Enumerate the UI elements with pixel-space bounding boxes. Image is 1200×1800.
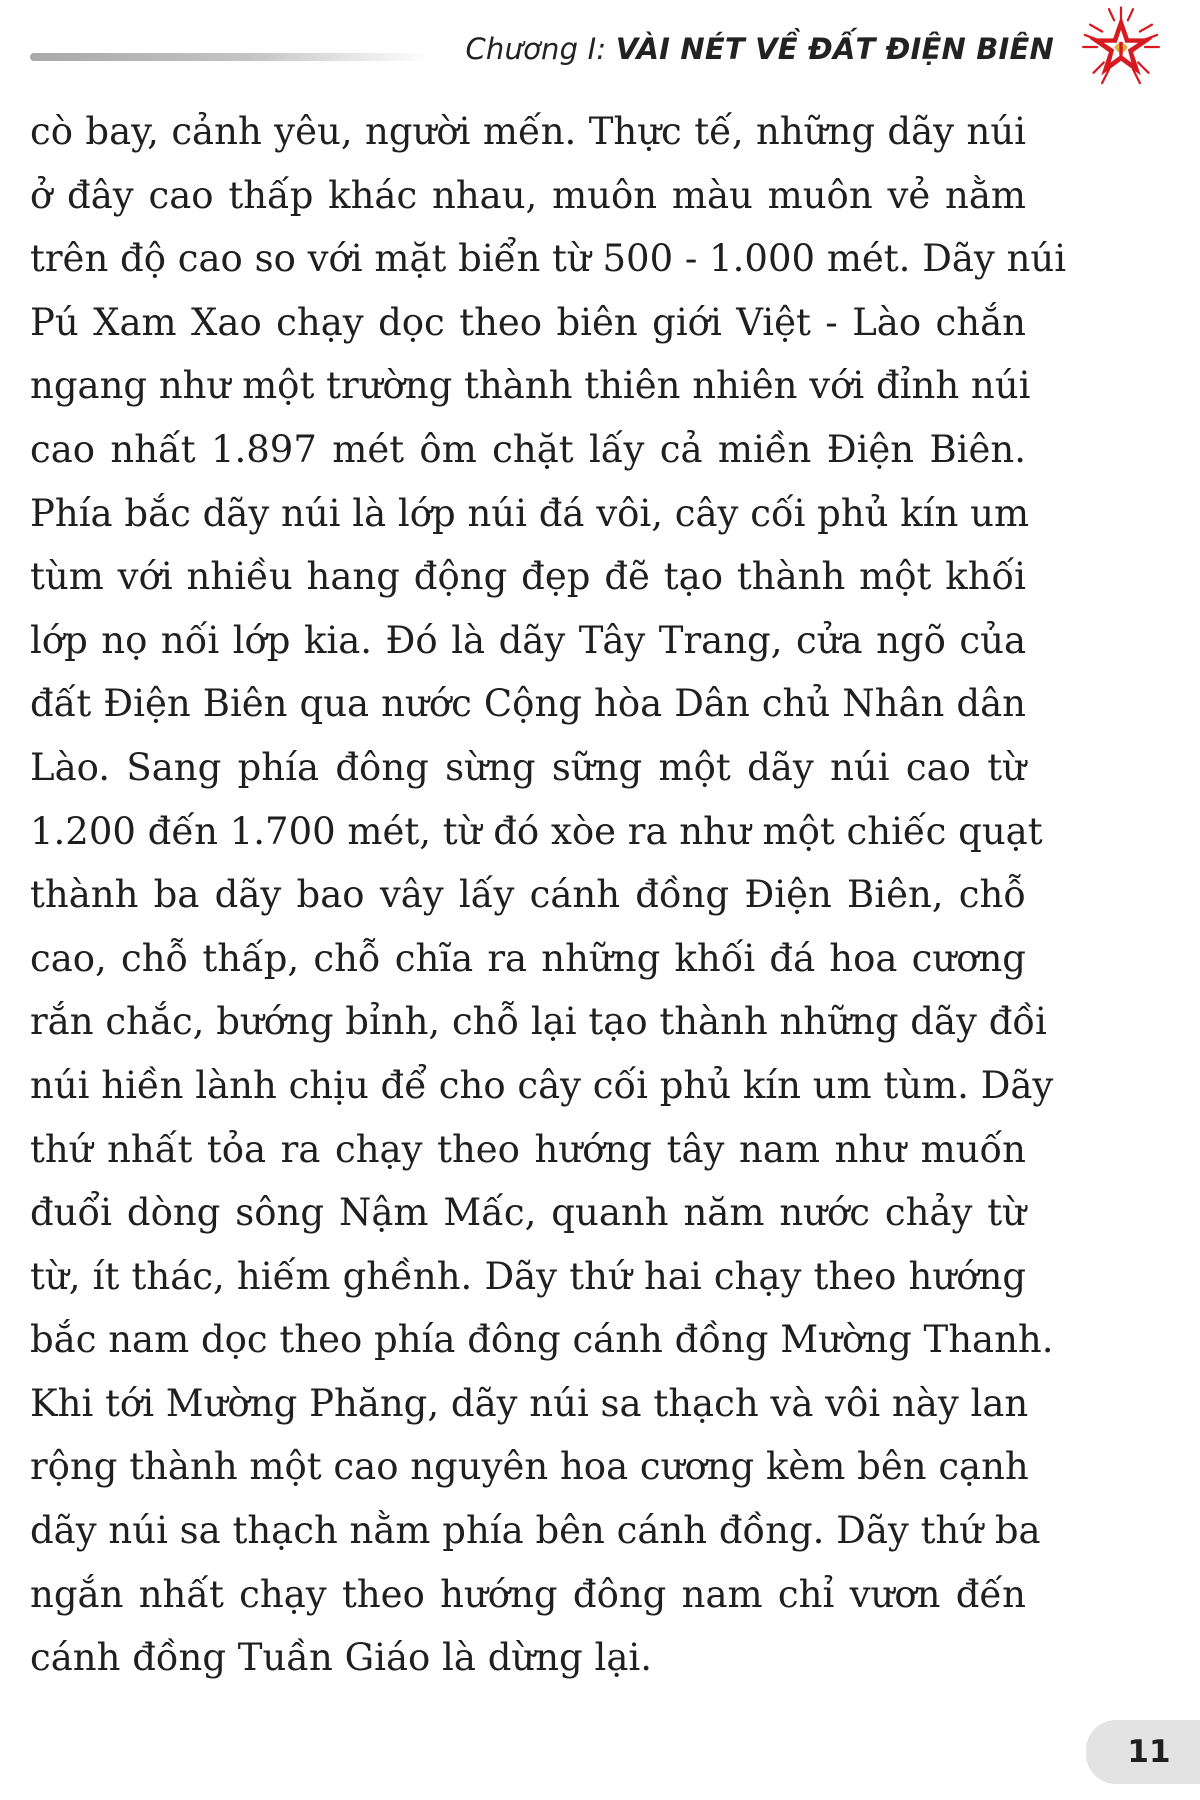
text-line: ở đây cao thấp khác nhau, muôn màu muôn vẻ nằm — [30, 173, 1026, 217]
text-line: cò bay, cảnh yêu, người mến. Thực tế, những dãy núi — [30, 110, 1026, 153]
text-line: cao nhất 1.897 mét ôm chặt lấy cả miền Điện Biên. — [30, 427, 1026, 471]
text-line: thành ba dãy bao vây lấy cánh đồng Điện Biên, chỗ — [30, 873, 1026, 917]
text-line: 1.200 đến 1.700 mét, từ đó xòe ra như một chiếc quạt — [30, 809, 1043, 853]
text-line: Khi tới Mường Phăng, dãy núi sa thạch và vôi này lan — [30, 1381, 1029, 1425]
text-line: núi hiền lành chịu để cho cây cối phủ kín um tùm. Dãy — [30, 1063, 1054, 1107]
text-line: cao, chỗ thấp, chỗ chĩa ra những khối đá hoa cương — [30, 936, 1026, 980]
text-line: dãy núi sa thạch nằm phía bên cánh đồng. Dãy thứ ba — [30, 1509, 1041, 1553]
text-line: cánh đồng Tuần Giáo là dừng lại. — [30, 1636, 652, 1680]
text-line: Phía bắc dãy núi là lớp núi đá vôi, cây cối phủ kín um — [30, 491, 1030, 535]
text-line: rộng thành một cao nguyên hoa cương kèm bên cạnh — [30, 1445, 1029, 1489]
text-line: đuổi dòng sông Nậm Mấc, quanh năm nước chảy từ — [30, 1191, 1026, 1235]
text-line: Lào. Sang phía đông sừng sững một dãy núi cao từ — [30, 745, 1026, 789]
text-line: Pú Xam Xao chạy dọc theo biên giới Việt - Lào chắn — [30, 300, 1026, 344]
chapter-label: Chương I: — [465, 32, 616, 66]
text-line: bắc nam dọc theo phía đông cánh đồng Mường Thanh. — [30, 1318, 1054, 1362]
text-line: rắn chắc, bướng bỉnh, chỗ lại tạo thành những dãy đồi — [30, 1000, 1047, 1044]
text-line: ngang như một trường thành thiên nhiên với đỉnh núi — [30, 364, 1031, 408]
header-rule — [30, 53, 430, 61]
chapter-header — [465, 32, 1054, 66]
text-line: trên độ cao so với mặt biển từ 500 - 1.000 mét. Dãy núi — [30, 237, 1067, 281]
text-line: từ, ít thác, hiếm ghềnh. Dãy thứ hai chạy theo hướng — [30, 1254, 1026, 1298]
text-line: tùm với nhiều hang động đẹp đẽ tạo thành một khối — [30, 555, 1026, 599]
text-line: thứ nhất tỏa ra chạy theo hướng tây nam như muốn — [30, 1127, 1026, 1171]
page-number: 11 — [1127, 1734, 1171, 1770]
chapter-title: VÀI NÉT VỀ ĐẤT ĐIỆN BIÊN — [615, 32, 1054, 66]
text-line: lớp nọ nối lớp kia. Đó là dãy Tây Trang, cửa ngõ của — [30, 618, 1026, 662]
star-emblem-icon — [1078, 4, 1164, 90]
text-line: đất Điện Biên qua nước Cộng hòa Dân chủ Nhân dân — [30, 682, 1026, 726]
body-text — [30, 100, 1067, 1690]
text-line: ngắn nhất chạy theo hướng đông nam chỉ vươn đến — [30, 1572, 1026, 1616]
